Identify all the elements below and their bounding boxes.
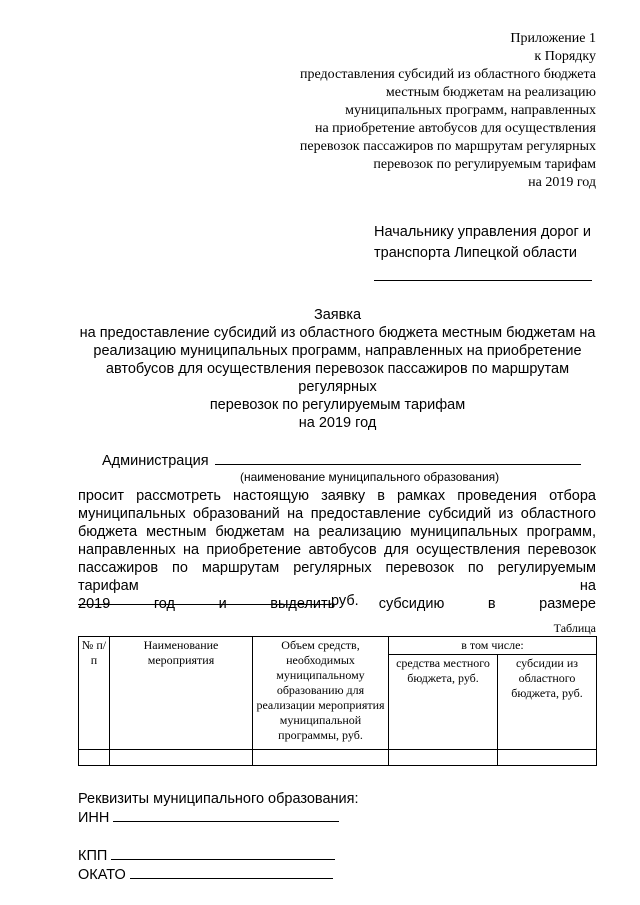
appendix-header [300,30,596,192]
currency-label: руб. [331,593,359,609]
table-cell[interactable] [389,750,498,766]
header-name: Наименование мероприятия [110,637,253,750]
appendix-line: на 2019 год [528,175,596,190]
appendix-line: местным бюджетам на реализацию [385,85,596,100]
title-line: реализацию муниципальных программ, направленных на приобретение [93,343,582,359]
body-line: муниципальных образований на предоставление субсидий из областного [78,506,596,522]
body-line: пассажиров по маршрутам регулярных перевозок по регулируемым тарифам на [78,560,596,594]
administration-label: Администрация [102,453,209,469]
addressee-block [374,222,592,281]
body-word: 2019 [78,596,111,612]
addressee-line-2: транспорта Липецкой области [374,245,578,261]
spacer [78,828,359,847]
title-line: автобусов для осуществления перевозок пассажиров по маршрутам регулярных [105,361,570,395]
table-header-row [79,637,597,655]
body-word: год [153,596,176,612]
request-table [78,636,597,766]
body-line: направленных на приобретение автобусов для осуществления перевозок [78,542,596,558]
addressee-name-field[interactable] [374,264,592,281]
municipality-name-field[interactable] [215,452,581,465]
appendix-line: перевозок пассажиров по маршрутам регулярных [299,139,596,154]
kpp-label: КПП [78,848,108,864]
header-local-budget: средства местного бюджета, руб. [389,655,498,750]
title-line: на предоставление субсидий из областного бюджета местным бюджетам на [79,325,596,341]
table-cell[interactable] [498,750,597,766]
table-row [79,750,597,766]
title-line: перевозок по регулируемым тарифам [209,397,466,413]
title-line: на 2019 год [298,415,377,431]
table-label: Таблица [553,621,596,635]
appendix-line: перевозок по регулируемым тарифам [373,157,596,172]
subsidy-amount-row [78,592,359,609]
subsidy-amount-field[interactable] [78,592,331,605]
municipality-hint: (наименование муниципального образования) [240,470,500,484]
header-volume: Объем средств, необходимых муниципальному образованию для реализации мероприятия муниципальной программы, руб. [253,637,389,750]
table-cell[interactable] [79,750,110,766]
header-num: № п/п [79,637,110,750]
body-word: выделить [270,596,336,612]
okato-row [78,866,359,885]
table-cell[interactable] [253,750,389,766]
okato-label: ОКАТО [78,867,126,883]
body-line: бюджета местным бюджетам на реализацию муниципальных программ, [78,524,596,540]
body-word: субсидию [378,596,445,612]
appendix-line: к Порядку [534,49,596,64]
header-regional-subsidy: субсидии из областного бюджета, руб. [498,655,597,750]
title-heading: Заявка [313,307,362,323]
body-word: в [487,596,496,612]
header-including: в том числе: [389,637,597,655]
inn-label: ИНН [78,810,110,826]
body-line: просит рассмотреть настоящую заявку в рамках проведения отбора [78,488,596,504]
okato-field[interactable] [130,866,333,879]
inn-row [78,809,359,828]
addressee-line-1: Начальнику управления дорог и [374,224,591,240]
kpp-row [78,847,359,866]
appendix-line: Приложение 1 [510,31,596,46]
body-word: и [218,596,227,612]
appendix-line: на приобретение автобусов для осуществления [314,121,596,136]
inn-field[interactable] [113,809,339,822]
table-cell[interactable] [110,750,253,766]
administration-row [102,452,581,469]
requisites-title: Реквизиты муниципального образования: [78,791,359,807]
appendix-line: муниципальных программ, направленных [345,103,596,118]
document-title [70,306,605,432]
requisites-block [78,790,359,885]
body-word: размере [539,596,596,612]
kpp-field[interactable] [111,847,335,860]
appendix-line: предоставления субсидий из областного бюджета [300,67,596,82]
